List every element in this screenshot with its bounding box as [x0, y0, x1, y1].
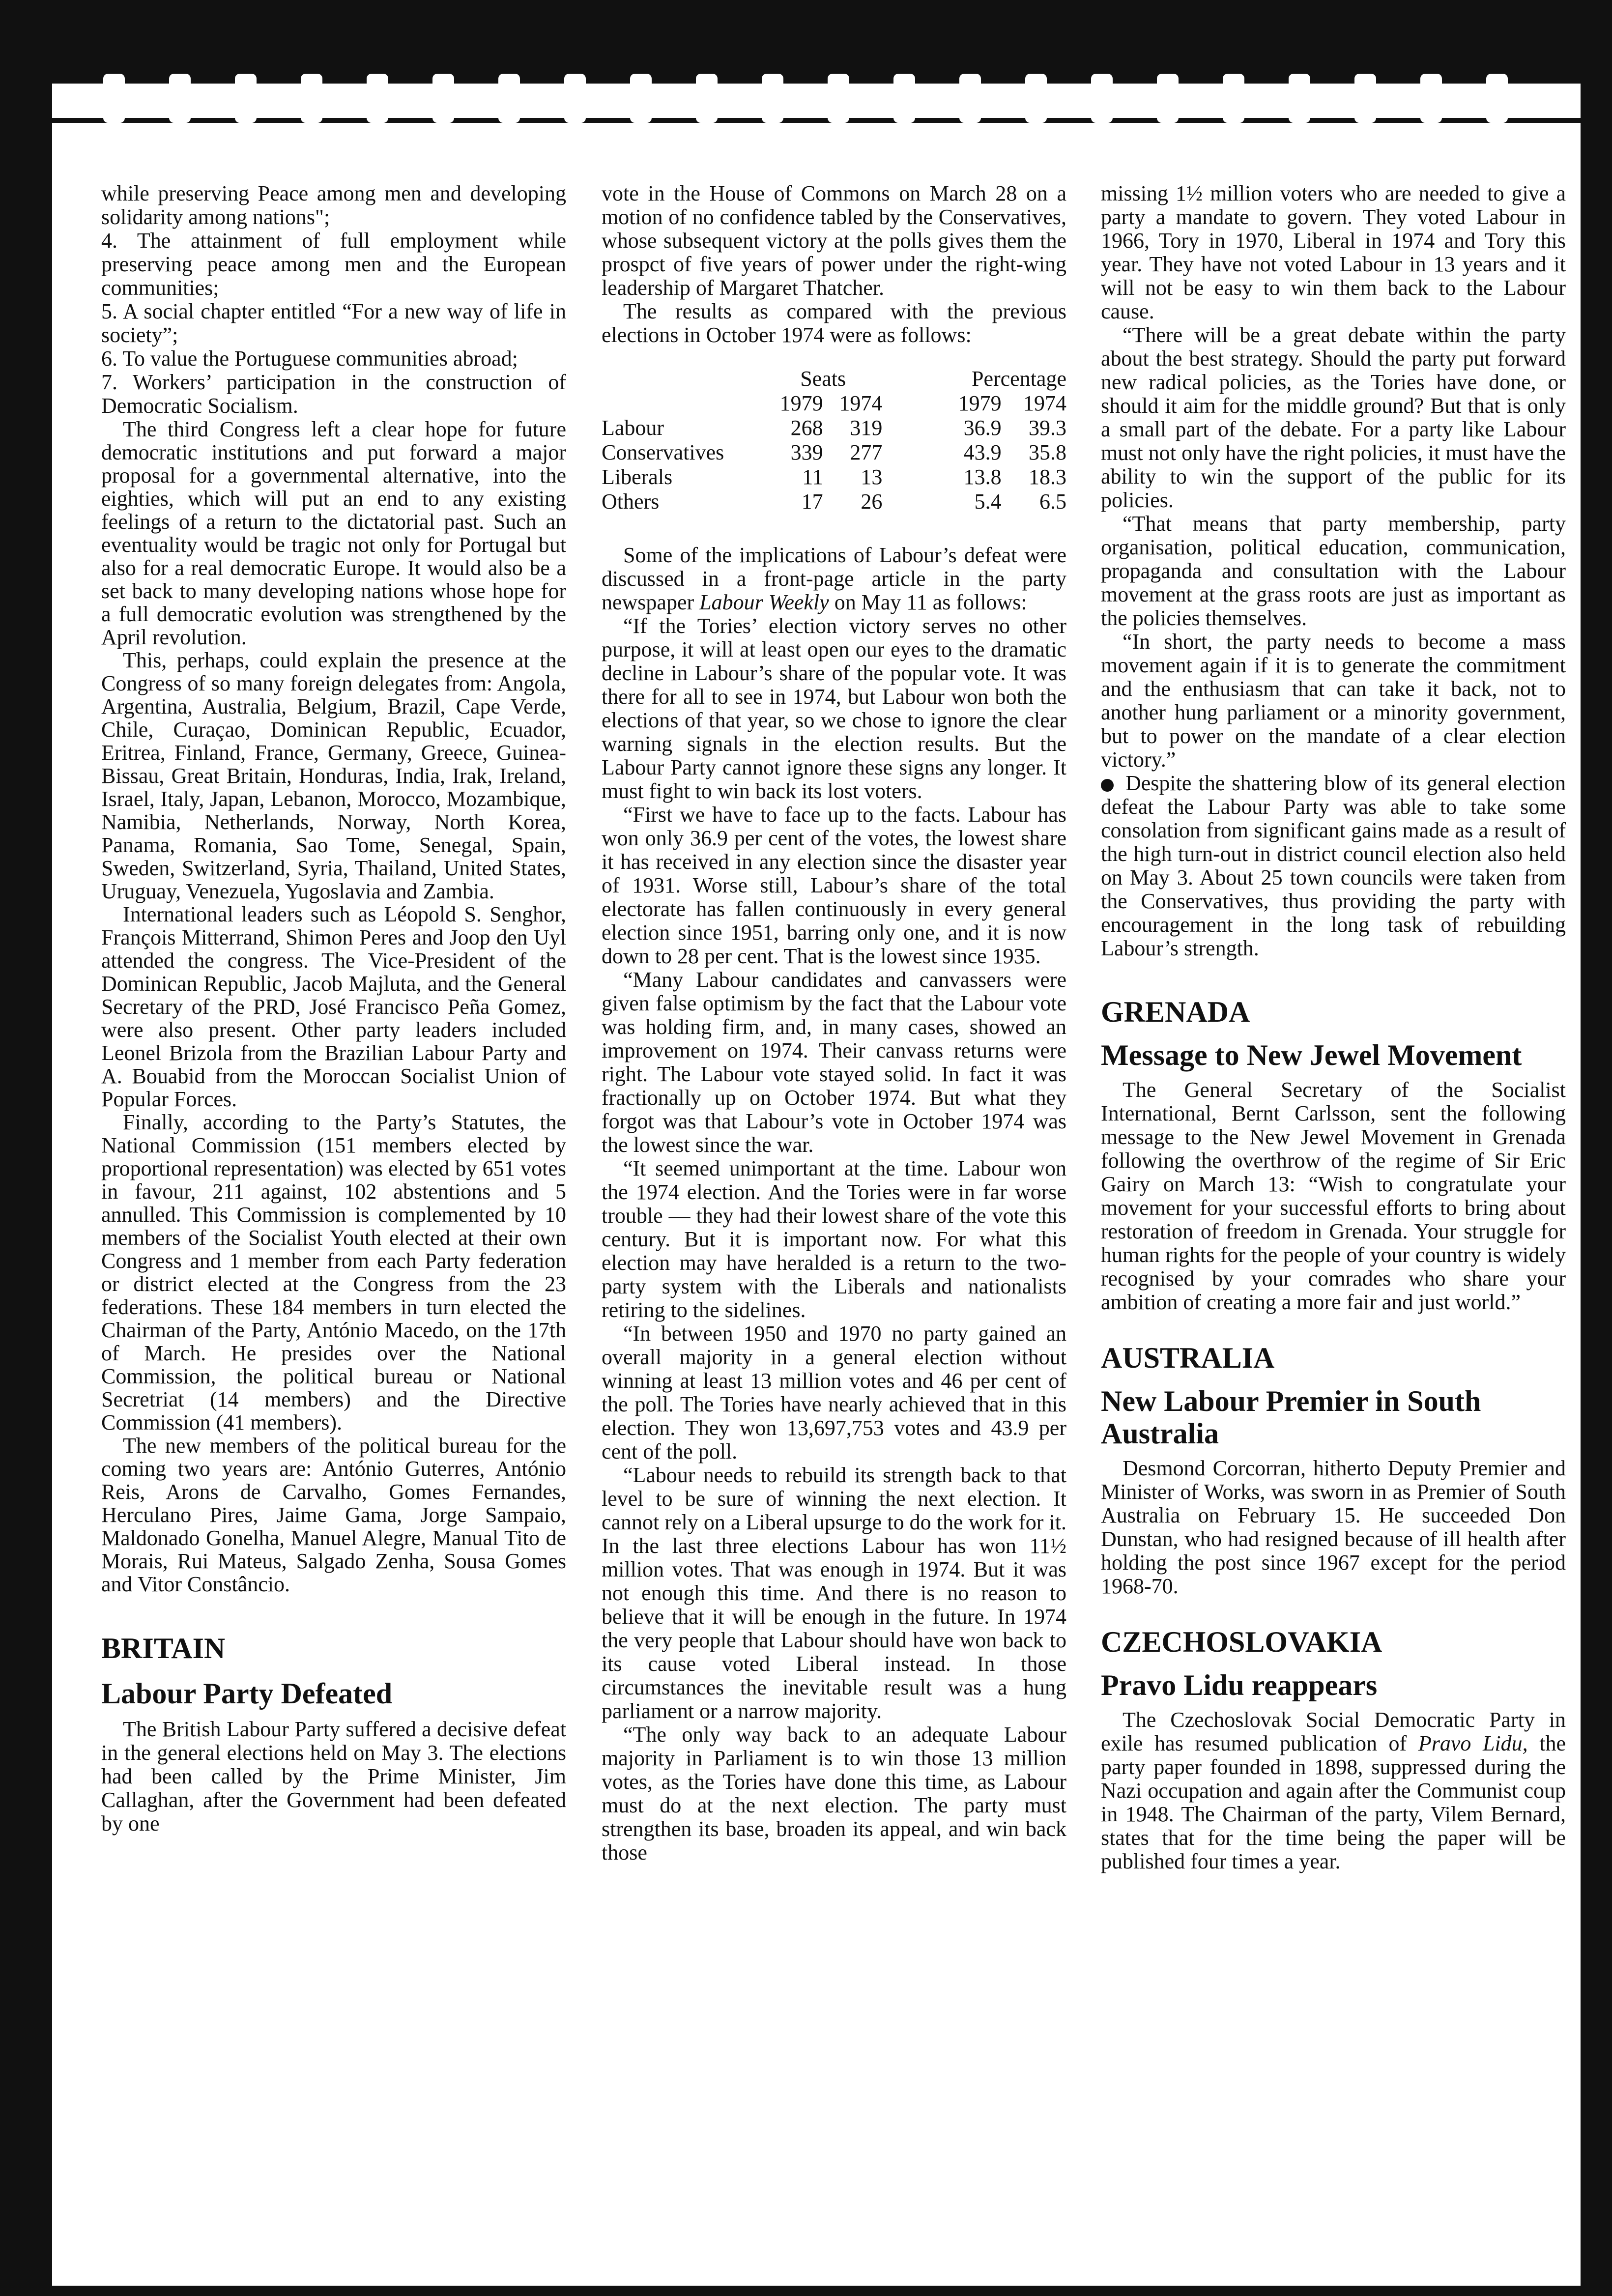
binding-gap-shape: [1289, 74, 1310, 123]
pct-1974: 6.5: [1039, 489, 1066, 514]
table-year-header-row: [602, 391, 1066, 416]
section-heading-australia: AUSTRALIA: [1101, 1342, 1275, 1374]
party-name: Labour: [602, 416, 664, 440]
paragraph: Finally, according to the Party’s Statutes, the National Commission (151 members elected by proportional representation) was elected by 651 votes in favour, 211 against, 102 abstentions and 5 annulled. This Commission is complemented by 10 members of the Socialist Youth elected at their own Congress and 1 member from each Party federation or district elected at the Congress from the 23 federations. These 184 members in turn elected the Chairman of the Party, António Macedo, on the 17th of March. He presides over the National Commission, the political bureau or National Secretriat (14 members) and the Directive Commission (41 members).: [101, 1110, 566, 1435]
pct-1979: 36.9: [963, 416, 1002, 440]
binding-holes-graphic: [0, 0, 1612, 150]
seats-1979: 11: [802, 465, 823, 489]
headline-labour-party-defeated: Labour Party Defeated: [101, 1677, 393, 1710]
seats-1979: 339: [790, 440, 823, 464]
binding-hole-strip: [0, 0, 1612, 150]
seats-1974: 13: [861, 465, 883, 489]
pct-1974: 18.3: [1029, 465, 1066, 489]
paragraph: “If the Tories’ election victory serves no other purpose, it will at least open our eyes to the dramatic decline in Labour’s share of the popular vote. It was there for all to see in 1974, but Labour won both the elections of that year, so we chose to ignore the clear warning signals in the election results. But the Labour Party cannot ignore these signs any longer. It must fight to win back its lost voters.: [602, 614, 1066, 803]
pct-1979: 43.9: [963, 440, 1002, 464]
table-year: 1974: [1023, 391, 1066, 415]
seats-1979: 268: [790, 416, 823, 440]
paragraph: The General Secretary of the Socialist International, Bernt Carlsson, sent the following message to the New Jewel Movement in Grenada following the overthrow of the regime of Sir Eric Gairy on March 13: “Wish to congratulate your movement for your successful efforts to bring about restoration of freedom in Grenada. Your struggle for human rights for the people of your country is widely recognised by your comrades who share your ambition of creating a more fair and just world.”: [1101, 1078, 1566, 1314]
paragraph: International leaders such as Léopold S. Senghor, François Mitterrand, Shimon Peres and Joop den Uyl attended the congress. The Vice-President of the Dominican Republic, Jacob Majluta, and the General Secretary of the PRD, José Francisco Peña Gomez, were also present. Other party leaders included Leonel Brizola from the Brazilian Labour Party and A. Bouabid from the Moroccan Socialist Union of Popular Forces.: [101, 902, 566, 1111]
binding-gap-shape: [1157, 74, 1179, 123]
paragraph: This, perhaps, could explain the presence at the Congress of so many foreign delegates from: Angola, Argentina, Australia, Belgium, Brazil, Cape Verde, Chile, Curaçao, Dominican Republic, Ecuador, Eritrea, Finland, France, Germany, Greece, Guinea-Bissau, Great Britain, Honduras, India, Irak, Ireland, Israel, Italy, Japan, Lebanon, Morocco, Mozambique, Namibia, Netherlands, Norway, North Korea, Panama, Romania, Sao Tome, Senegal, Spain, Sweden, Switzerland, Syria, Thailand, United States, Uruguay, Venezuela, Yugoslavia and Zambia.: [101, 648, 566, 903]
table-row: [602, 440, 1066, 465]
binding-gap-shape: [1486, 74, 1508, 123]
paragraph: “There will be a great debate within the party about the best strategy. Should the party put forward new radical policies, as the Tories have done, or should it aim for the middle ground? But that is only a small part of the debate. For a party like Labour must not only have the right policies, it must have the ability to win the support of the public for its policies.: [1101, 323, 1566, 512]
paragraph: 6. To value the Portuguese communities abroad;: [101, 346, 518, 371]
binding-gap-shape: [1091, 74, 1113, 123]
binding-gap-shape: [696, 74, 718, 123]
table-row: [602, 465, 1066, 489]
section-heading-britain: BRITAIN: [101, 1632, 226, 1665]
text-run: on May 11 as follows:: [829, 590, 1027, 614]
seats-1974: 319: [850, 416, 883, 440]
seats-1979: 17: [801, 489, 823, 514]
paragraph: [1101, 772, 1566, 960]
party-name: Others: [602, 489, 660, 514]
binding-gap-shape: [235, 74, 257, 123]
pct-1974: 35.8: [1029, 440, 1066, 464]
paragraph: “In between 1950 and 1970 no party gained an overall majority in a general election without winning at least 13 million votes and 46 per cent of the poll. The Tories have nearly achieved that in this election. They won 13,697,753 votes and 43.9 per cent of the poll.: [602, 1321, 1066, 1464]
pct-1979: 13.8: [963, 465, 1002, 489]
page-top-edge: [52, 123, 1581, 150]
binding-gap-shape: [1025, 74, 1047, 123]
bullet-icon: [1101, 779, 1114, 792]
paragraph: The results as compared with the previous elections in October 1974 were as follows:: [602, 299, 1066, 347]
paragraph: “Many Labour candidates and canvassers were given false optimism by the fact that the Labour vote was holding firm, and, in many cases, showed an improvement on 1974. Their canvass returns were right. The Labour vote stayed solid. In fact it was fractionally up on October 1974. But what they forgot was that Labour’s vote in October 1974 was the lowest since the war.: [602, 968, 1066, 1157]
headline-message-new-jewel: Message to New Jewel Movement: [1101, 1039, 1522, 1071]
election-results-table: [602, 367, 1066, 514]
text-run: Despite the shattering blow of its general election defeat the Labour Party was able to take some consolation from significant gains made as a result of the high turn-out in district council election also held on May 3. About 25 town councils were taken from the Conservatives, thus providing the party with encouragement in the long task of rebuilding Labour’s strength.: [1101, 771, 1566, 960]
binding-gap-shape: [301, 74, 322, 123]
paragraph: Desmond Corcorran, hitherto Deputy Premier and Minister of Works, was sworn in as Premier of South Australia on February 15. He succeeded Don Dunstan, who had resigned because of ill health after holding the post since 1967 except for the period 1968-70.: [1101, 1456, 1566, 1598]
scan-border-bottom: [0, 2286, 1612, 2296]
seats-1974: 26: [861, 489, 883, 514]
paragraph: vote in the House of Commons on March 28 on a motion of no confidence tabled by the Conservatives, whose subsequent victory at the polls gives them the prospct of five years of power under the right-wing leadership of Margaret Thatcher.: [602, 182, 1066, 300]
newspaper-title: Pravo Lidu,: [1418, 1731, 1528, 1755]
paragraph: “It seemed unimportant at the time. Labour won the 1974 election. And the Tories were in far worse trouble — they had their lowest share of the vote this century. But it is important now. For what this election may have heralded is a return to the two-party system with the Liberals and nationalists retiring to the sidelines.: [602, 1156, 1066, 1322]
paragraph: “In short, the party needs to become a mass movement again if it is to generate the commitment and the enthusiasm that can take it back, not to another hung parliament or a minority government, but to power on the mandate of a clear election victory.”: [1101, 630, 1566, 772]
seats-1974: 277: [850, 440, 883, 464]
paragraph: “First we have to face up to the facts. Labour has won only 36.9 per cent of the votes, the lowest share it has received in any election since the disaster year of 1931. Worse still, Labour’s share of the total electorate has fallen continuously in every general election since 1951, barring only one, and it is now down to 28 per cent. That is the lowest since 1935.: [602, 803, 1066, 968]
paragraph: The third Congress left a clear hope for future democratic institutions and put forward a major proposal for a governmental alternative, into the eighties, which will put an end to any existing feelings of a return to the dictatorial past. Such an eventuality would be tragic not only for Portugal but also for a real democratic Europe. It would also be a set back to many developing nations whose hope for a full democratic evolution was strengthened by the April revolution.: [101, 417, 566, 649]
party-name: Conservatives: [602, 440, 724, 464]
table-year: 1979: [779, 391, 823, 415]
binding-gap-shape: [828, 74, 849, 123]
paragraph: 5. A social chapter entitled “For a new way of life in society”;: [101, 299, 566, 347]
column-1: [101, 182, 566, 2280]
binding-gap-shape: [169, 74, 191, 123]
table-row: [602, 416, 1066, 440]
party-name: Liberals: [602, 465, 673, 489]
newspaper-title: Labour Weekly: [699, 590, 829, 614]
headline-new-labour-premier: New Labour Premier in South Australia: [1101, 1385, 1481, 1450]
binding-gap-shape: [432, 74, 454, 123]
paragraph: while preserving Peace among men and developing solidarity among nations";: [101, 182, 566, 229]
binding-gap-shape: [893, 74, 915, 123]
text-run: The Czechoslovak Social Democratic Party in exile has resumed publication of: [1101, 1708, 1566, 1755]
scan-border-right: [1581, 0, 1612, 2296]
table-year: 1979: [958, 391, 1002, 415]
table-group-header-row: [602, 367, 1066, 391]
table-header-seats: Seats: [800, 367, 846, 391]
paragraph: [1101, 1708, 1566, 1873]
paragraph: “The only way back to an adequate Labour majority in Parliament is to win those 13 million votes, as the Tories have done this time, as Labour must do at the next election. The party must strengthen its base, broaden its appeal, and win back those: [602, 1722, 1066, 1865]
paragraph: The new members of the political bureau for the coming two years are: António Guterres, António Reis, Arons de Carvalho, Gomes Fernandes, Herculano Pires, Jaime Gama, Jorge Sampaio, Maldonado Gonelha, Manuel Alegre, Manual Tito de Morais, Rui Mateus, Salgado Zenha, Sousa Gomes and Vitor Constâncio.: [101, 1434, 566, 1596]
paragraph: [602, 544, 1066, 614]
paragraph: “Labour needs to rebuild its strength back to that level to be sure of winning the next election. It cannot rely on a Liberal upsurge to do the work for it. In the last three elections Labour has won 11½ million votes. That was enough in 1974. But it was not enough this time. And there is no reason to believe that it will be enough in the future. In 1974 the very people that Labour should have won back to its cause voted Liberal instead. In those circumstances the inevitable result was a hung parliament or a narrow majority.: [602, 1463, 1066, 1723]
paragraph: 4. The attainment of full employment while preserving peace among men and the European communities;: [101, 229, 566, 300]
section-heading-grenada: GRENADA: [1101, 996, 1250, 1028]
column-2: [602, 182, 1066, 2280]
section-heading-czechoslovakia: CZECHOSLOVAKIA: [1101, 1626, 1382, 1658]
binding-gap-shape: [564, 74, 586, 123]
paragraph: “That means that party membership, party organisation, political education, communication, propaganda and consultation with the Labour movement at the grass roots are just as important as the policies themselves.: [1101, 512, 1566, 630]
binding-gap-shape: [103, 74, 125, 123]
binding-gap-shape: [959, 74, 981, 123]
text-run: the party paper founded in 1898, suppressed during the Nazi occupation and again after the Communist coup in 1948. The Chairman of the party, Vilem Bernard, states that for the time being the paper will be published four times a year.: [1101, 1731, 1566, 1873]
binding-gap-shape: [1223, 74, 1244, 123]
binding-gap-shape: [498, 74, 520, 123]
headline-pravo-lidu: Pravo Lidu reappears: [1101, 1669, 1378, 1701]
binding-gap-shape: [1420, 74, 1442, 123]
table-row: [602, 489, 1066, 514]
pct-1979: 5.4: [974, 489, 1002, 514]
column-3: [1101, 182, 1566, 2280]
paragraph: The British Labour Party suffered a decisive defeat in the general elections held on May 3. The elections had been called by the Prime Minister, Jim Callaghan, after the Government had been defeated by one: [101, 1717, 566, 1836]
binding-gap-shape: [630, 74, 652, 123]
table-header-percentage: Percentage: [972, 367, 1066, 391]
binding-gap-shape: [367, 74, 388, 123]
binding-gap-shape: [1354, 74, 1376, 123]
binding-gap-shape: [762, 74, 783, 123]
scan-border-left: [0, 0, 52, 2296]
text-run: Some of the implications of Labour’s defeat were discussed in a front-page article in the party newspaper: [602, 543, 1066, 614]
pct-1974: 39.3: [1029, 416, 1066, 440]
table-year: 1974: [839, 391, 883, 415]
paragraph: missing 1½ million voters who are needed to give a party a mandate to govern. They voted Labour in 1966, Tory in 1970, Liberal in 1974 and Tory this year. They have not voted Labour in 13 years and it will not be easy to win them back to the Labour cause.: [1101, 182, 1566, 323]
paragraph: 7. Workers’ participation in the construction of Democratic Socialism.: [101, 370, 566, 418]
